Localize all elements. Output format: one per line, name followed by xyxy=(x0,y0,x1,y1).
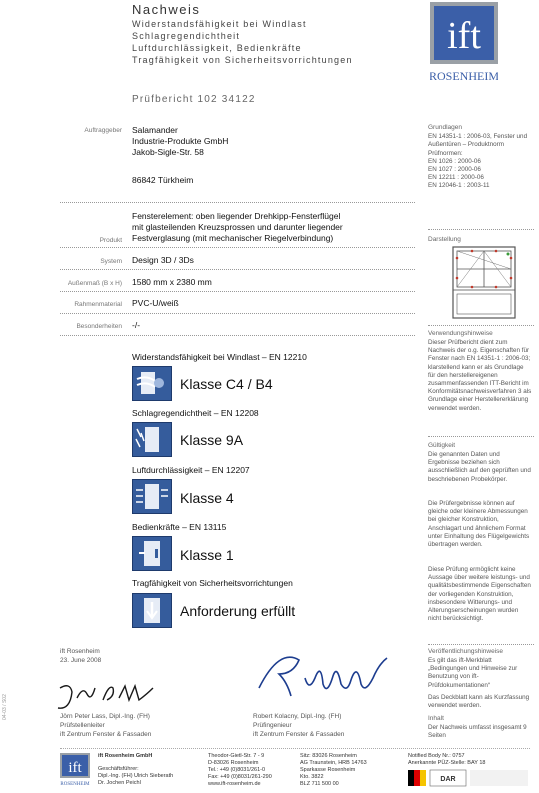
gueltigkeit-text: Die genannten Daten und Ergebnisse beziehen sich ausschließlich auf den geprüften und beschriebenen Probekörper. xyxy=(428,451,531,483)
rahmen-label: Rahmenmaterial xyxy=(74,301,122,308)
divider xyxy=(428,325,534,326)
auftraggeber-line: Industrie-Produkte GmbH xyxy=(132,136,229,146)
footer-notified: Notified Body Nr.: 0757 xyxy=(408,753,465,759)
auftraggeber-line: Salamander xyxy=(132,125,178,135)
veroeff-text: Es gilt das ift-Merkblatt „Bedingungen und Hinweise zur Benutzung von ift-Prüfdokumentationen“ xyxy=(428,657,518,689)
aussenmass-value: 1580 mm x 2380 mm xyxy=(132,277,212,287)
subtitle-line: Tragfähigkeit von Sicherheitsvorrichtungen xyxy=(132,55,353,65)
performance-result: Klasse 1 xyxy=(180,547,234,563)
right-signature xyxy=(255,648,405,708)
divider xyxy=(60,202,415,203)
logo-subtext: ROSENHEIM xyxy=(430,69,498,83)
wind-load-icon xyxy=(132,366,172,401)
darstellung-title: Darstellung xyxy=(428,236,461,243)
document-code: 04-03 / S02 xyxy=(2,694,8,720)
gueltigkeit-text: Die Prüfergebnisse können auf gleiche oder kleinere Abmessungen bei gleicher Konstruktion, Anschlagart und ähnlichem Format unter Einhaltung des Flügelgewichts übertragen werden. xyxy=(428,500,530,549)
footer-reg: Sitz: 83026 Rosenheim xyxy=(300,753,357,759)
ift-logo xyxy=(430,2,498,86)
footer-gf-label: Geschäftsführer: xyxy=(98,766,139,772)
svg-text:DAR: DAR xyxy=(440,776,456,783)
left-signature xyxy=(55,678,175,712)
safety-device-icon xyxy=(132,593,172,628)
footer-website[interactable]: www.ift-rosenheim.de xyxy=(208,781,261,787)
gueltigkeit-text: Diese Prüfung ermöglicht keine Aussage über weitere leistungs- und qualitätsbestimmende Eigenschaften der vorliegenden Konstruktion, insbesondere Witterungs- und Alterungserscheinungen wurden nicht berücksichtigt. xyxy=(428,566,531,623)
produkt-line: Fensterelement: oben liegender Drehkipp-Fensterflügel xyxy=(132,211,341,221)
left-signer-org: ift Zentrum Fenster & Fassaden xyxy=(60,731,152,738)
aussenmass-label: Außenmaß (B x H) xyxy=(67,280,122,287)
subtitle-line: Widerstandsfähigkeit bei Windlast xyxy=(132,19,307,29)
footer-addr: Fax: +49 (0)8031/261-290 xyxy=(208,774,272,780)
gueltigkeit-title: Gültigkeit xyxy=(428,442,456,449)
inhalt-title: Inhalt xyxy=(428,715,444,722)
footer-puz: Anerkannte PÜZ-Stelle: BAY 18 xyxy=(408,760,486,766)
footer-addr: D-83026 Rosenheim xyxy=(208,760,259,766)
inhalt-text: Der Nachweis umfasst insgesamt 9 Seiten xyxy=(428,724,527,740)
footer-gf: Dr. Jochen Peichl xyxy=(98,780,141,786)
deckblatt-text: Das Deckblatt kann als Kurzfassung verwendet werden. xyxy=(428,694,530,710)
right-signer-name: Robert Kolacny, Dipl.-Ing. (FH) xyxy=(253,713,342,720)
auftraggeber-line: Jakob-Sigle-Str. 58 xyxy=(132,147,204,157)
divider xyxy=(60,313,415,314)
signature-date: 23. June 2008 xyxy=(60,657,102,664)
left-signer-name: Jörn Peter Lass, Dipl.-Ing. (FH) xyxy=(60,713,150,720)
grundlagen-text: EN 14351-1 : 2006-03, Fenster und Außentüren – Produktnorm xyxy=(428,133,528,149)
performance-result: Klasse 9A xyxy=(180,432,244,448)
system-value: Design 3D / 3Ds xyxy=(132,255,194,265)
produkt-line: mit glasteilenden Kreuzsprossen und darunter liegender xyxy=(132,222,343,232)
air-permeability-icon xyxy=(132,479,172,514)
besonder-value: -/- xyxy=(132,320,141,330)
rahmen-value: PVC-U/weiß xyxy=(132,298,179,308)
performance-heading: Luftdurchlässigkeit – EN 12207 xyxy=(132,465,250,475)
system-label: System xyxy=(100,258,122,265)
left-signer-role: Prüfstellenleiter xyxy=(60,722,105,729)
produkt-label: Produkt xyxy=(99,237,122,244)
footer-bank: BLZ 711 500 00 xyxy=(300,781,339,787)
performance-heading: Widerstandsfähigkeit bei Windlast – EN 12210 xyxy=(132,352,307,362)
footer-divider xyxy=(60,748,530,749)
produkt-line: Festverglasung (mit mechanischer Riegelverbindung) xyxy=(132,233,334,243)
verwendung-title: Verwendungshinweise xyxy=(428,330,493,337)
performance-heading: Bedienkräfte – EN 13115 xyxy=(132,522,227,532)
right-signer-role: Prüfingenieur xyxy=(253,722,292,729)
divider xyxy=(60,247,415,248)
pruefnormen-title: Prüfnormen: xyxy=(428,150,463,157)
accreditation-marks xyxy=(408,768,530,788)
performance-heading: Tragfähigkeit von Sicherheitsvorrichtungen xyxy=(132,578,293,588)
footer-bank: Kto. 3822 xyxy=(300,774,324,780)
page-title: Nachweis xyxy=(132,2,201,17)
subtitle-line: Schlagregendichtheit xyxy=(132,31,241,41)
divider xyxy=(428,644,534,645)
veroeff-title: Veröffentlichungshinweise xyxy=(428,648,504,655)
footer-logo-text: ift xyxy=(68,760,82,776)
auftraggeber-label: Auftraggeber xyxy=(84,127,122,134)
subtitle-line: Luftdurchlässigkeit, Bedienkräfte xyxy=(132,43,302,53)
footer-addr: Tel.: +49 (0)8031/261-0 xyxy=(208,767,266,773)
right-signer-org: ift Zentrum Fenster & Fassaden xyxy=(253,731,345,738)
besonder-label: Besonderheiten xyxy=(76,323,122,330)
divider xyxy=(428,229,534,230)
divider xyxy=(60,269,415,270)
rain-icon xyxy=(132,422,172,457)
performance-result: Klasse 4 xyxy=(180,490,234,506)
footer-bank: Sparkasse Rosenheim xyxy=(300,767,356,773)
pruefnorm-item: EN 1027 : 2000-06 xyxy=(428,166,481,173)
pruefnorm-item: EN 12046-1 : 2003-11 xyxy=(428,182,490,189)
footer-addr: Theodor-Gietl-Str. 7 - 9 xyxy=(208,753,265,759)
performance-result: Klasse C4 / B4 xyxy=(180,376,273,392)
performance-heading: Schlagregendichtheit – EN 12208 xyxy=(132,408,259,418)
verwendung-text: Dieser Prüfbericht dient zum Nachweis der o.g. Eigenschaften für Fenster nach EN 14351-1 : 2006-03; klarstellend kann er als Grundlage für den herstellereigenen zusammenfassenden ITT-Bericht im Konformitätsnachweisverfahren 3 als Grundlage einer Herstellererklärung verwendet werden. xyxy=(428,339,532,412)
footer-reg: AG Traunstein, HRB 14763 xyxy=(300,760,367,766)
auftraggeber-line: 86842 Türkheim xyxy=(132,175,194,185)
footer-logo-subtext: ROSENHEIM xyxy=(60,782,90,787)
footer-logo xyxy=(60,753,90,787)
pruefnorm-item: EN 12211 : 2000-06 xyxy=(428,174,484,181)
window-drawing xyxy=(452,246,516,319)
divider xyxy=(60,291,415,292)
performance-result: Anforderung erfüllt xyxy=(180,603,296,619)
footer-gf: Dipl.-Ing. (FH) Ulrich Sieberath xyxy=(98,773,174,779)
footer-company: ift Rosenheim GmbH xyxy=(98,753,153,759)
divider xyxy=(60,335,415,336)
pruefnorm-item: EN 1026 : 2000-06 xyxy=(428,158,481,165)
divider xyxy=(428,436,534,437)
operating-force-icon xyxy=(132,536,172,571)
logo-text: ift xyxy=(447,15,481,57)
report-number: Prüfbericht 102 34122 xyxy=(132,94,256,105)
grundlagen-title: Grundlagen xyxy=(428,124,462,131)
signature-place: ift Rosenheim xyxy=(60,648,100,655)
